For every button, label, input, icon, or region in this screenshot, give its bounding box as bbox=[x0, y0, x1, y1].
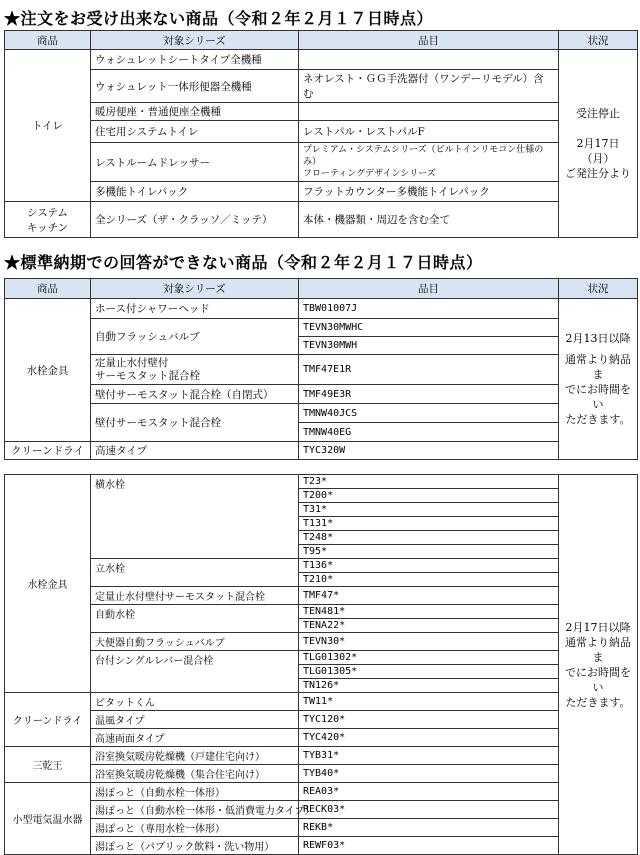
category-clean-dry: クリーンドライ bbox=[5, 442, 91, 460]
status-line: 2月13日以降 bbox=[565, 332, 631, 345]
item-cell: TEN481* bbox=[299, 605, 559, 619]
series-line: 定量止水付壁付 bbox=[95, 356, 169, 369]
item-cell: REWF03* bbox=[299, 837, 559, 855]
item-cell bbox=[299, 50, 559, 70]
item-cell: TYB31* bbox=[299, 747, 559, 765]
series-cell: 自動フラッシュバルブ bbox=[91, 319, 299, 355]
series-cell: 浴室換気暖房乾燥機（集合住宅向け） bbox=[91, 765, 299, 783]
status-line: 受注停止 bbox=[576, 107, 620, 120]
category-water-heater: 小型電気温水器 bbox=[5, 783, 91, 855]
delayed-products-table-2 bbox=[4, 474, 638, 855]
item-cell: T200* bbox=[299, 489, 559, 503]
item-cell: レストパル・レストパルF bbox=[299, 121, 559, 143]
status-cell bbox=[559, 475, 638, 855]
item-line: プレミアム・システムシリーズ（ビルトインリモコン仕様のみ） bbox=[303, 145, 544, 167]
series-cell: ホース付シャワーヘッド bbox=[91, 299, 299, 319]
status-cell bbox=[559, 299, 638, 460]
delayed-products-table bbox=[4, 278, 638, 460]
series-cell: 壁付サーモスタット混合栓 bbox=[91, 404, 299, 442]
item-cell: TEVN30* bbox=[299, 633, 559, 651]
item-cell: T136* bbox=[299, 559, 559, 573]
series-cell: 高速両面タイプ bbox=[91, 729, 299, 747]
header-status: 状況 bbox=[559, 279, 638, 299]
item-cell: TENA22* bbox=[299, 619, 559, 633]
item-cell: TW11* bbox=[299, 693, 559, 711]
status-cell bbox=[559, 50, 638, 238]
item-cell: TLG01305* bbox=[299, 665, 559, 679]
status-line: 2月17日（月） bbox=[576, 137, 620, 165]
status-line: 2月17日以降 bbox=[565, 620, 631, 634]
item-cell bbox=[299, 103, 559, 121]
series-cell: 台付シングルレバー混合栓 bbox=[91, 651, 299, 693]
series-cell: 湯ぽっと（パブリック飲料・洗い物用） bbox=[91, 837, 299, 855]
series-cell: 浴室換気暖房乾燥機（戸建住宅向け） bbox=[91, 747, 299, 765]
series-cell: レストルームドレッサー bbox=[91, 143, 299, 182]
series-line: サーモスタット混合栓 bbox=[95, 369, 200, 382]
series-cell: 暖房便座・普通便座全機種 bbox=[91, 103, 299, 121]
series-cell: 大便器自動フラッシュバルブ bbox=[91, 633, 299, 651]
status-line: ただきます。 bbox=[565, 413, 631, 426]
category-kitchen bbox=[5, 202, 91, 238]
header-series: 対象シリーズ bbox=[91, 31, 299, 50]
header-series: 対象シリーズ bbox=[91, 279, 299, 299]
status-line: でにお時間をい bbox=[565, 383, 631, 411]
item-cell: RECK03* bbox=[299, 801, 559, 819]
item-cell: T31* bbox=[299, 503, 559, 517]
status-line: 通常より納品ま bbox=[565, 353, 631, 381]
item-cell: TMF47* bbox=[299, 587, 559, 605]
series-cell: 立水栓 bbox=[91, 559, 299, 587]
item-cell: T95* bbox=[299, 545, 559, 559]
category-clean-dry: クリーンドライ bbox=[5, 693, 91, 747]
series-cell: 自動水栓 bbox=[91, 605, 299, 633]
item-line: フローティングデザインシリーズ bbox=[303, 169, 436, 179]
section1-title: ★注文をお受け出来ない商品（令和２年２月１７日時点） bbox=[4, 9, 434, 28]
item-cell: TMNW40JCS bbox=[299, 404, 559, 423]
item-cell: 本体・機器類・周辺を含む全て bbox=[299, 202, 559, 238]
header-product: 商品 bbox=[5, 31, 91, 50]
item-cell: TMF49E3R bbox=[299, 385, 559, 404]
header-item: 品目 bbox=[299, 31, 559, 50]
series-cell: 多機能トイレパック bbox=[91, 182, 299, 202]
series-cell: 横水栓 bbox=[91, 475, 299, 559]
series-cell: 壁付サーモスタット混合栓（自閉式） bbox=[91, 385, 299, 404]
status-line: ご発注分より bbox=[565, 167, 631, 180]
header-item: 品目 bbox=[299, 279, 559, 299]
item-cell: T248* bbox=[299, 531, 559, 545]
series-cell: 湯ぽっと（自動水栓一体形） bbox=[91, 783, 299, 801]
category-faucet: 水栓金具 bbox=[5, 475, 91, 693]
item-cell: REKB* bbox=[299, 819, 559, 837]
header-status: 状況 bbox=[559, 31, 638, 50]
category-line: キッチン bbox=[26, 221, 69, 234]
series-cell: 高速タイプ bbox=[91, 442, 299, 460]
series-cell: ウォシュレット一体形便器全機種 bbox=[91, 70, 299, 103]
item-cell: TEVN30MWH bbox=[299, 337, 559, 355]
item-cell: TN126* bbox=[299, 679, 559, 693]
category-sankan: 三乾王 bbox=[5, 747, 91, 783]
item-cell: REA03* bbox=[299, 783, 559, 801]
item-cell: フラットカウンター多機能トイレパック bbox=[299, 182, 559, 202]
unavailable-products-table bbox=[4, 30, 638, 238]
series-cell: ウォシュレットシートタイプ全機種 bbox=[91, 50, 299, 70]
section2-title: ★標準納期での回答ができない商品（令和２年２月１７日時点） bbox=[4, 253, 483, 272]
item-cell bbox=[299, 143, 559, 182]
series-cell: 全シリーズ（ザ・クラッソ／ミッテ） bbox=[91, 202, 299, 238]
status-line: 通常より納品ま bbox=[565, 635, 631, 664]
item-cell: ネオレスト・ＧＧ手洗器付（ワンデーリモデル）含む bbox=[299, 70, 559, 103]
series-cell: 湯ぽっと（自動水栓一体形・低消費電力タイプ） bbox=[91, 801, 299, 819]
item-cell: T23* bbox=[299, 475, 559, 489]
series-cell bbox=[91, 355, 299, 385]
status-line: でにお時間をい bbox=[565, 665, 631, 694]
item-cell: TMNW40EG bbox=[299, 423, 559, 442]
item-cell: TEVN30MWHC bbox=[299, 319, 559, 337]
series-cell: 温風タイプ bbox=[91, 711, 299, 729]
status-line: ただきます。 bbox=[565, 695, 631, 709]
item-cell: TYC320W bbox=[299, 442, 559, 460]
item-cell: T131* bbox=[299, 517, 559, 531]
category-line: システム bbox=[27, 206, 68, 219]
item-cell: TLG01302* bbox=[299, 651, 559, 665]
category-toilet: トイレ bbox=[5, 50, 91, 202]
item-cell: TYC420* bbox=[299, 729, 559, 747]
series-cell: 湯ぽっと（専用水栓一体形） bbox=[91, 819, 299, 837]
item-cell: TMF47E1R bbox=[299, 355, 559, 385]
series-cell: 住宅用システムトイレ bbox=[91, 121, 299, 143]
item-cell: T210* bbox=[299, 573, 559, 587]
header-product: 商品 bbox=[5, 279, 91, 299]
item-cell: TYB40* bbox=[299, 765, 559, 783]
series-cell: 定量止水付壁付サーモスタット混合栓 bbox=[91, 587, 299, 605]
series-cell: ピタットくん bbox=[91, 693, 299, 711]
category-faucet: 水栓金具 bbox=[5, 299, 91, 442]
item-cell: TBW01007J bbox=[299, 299, 559, 319]
item-cell: TYC120* bbox=[299, 711, 559, 729]
